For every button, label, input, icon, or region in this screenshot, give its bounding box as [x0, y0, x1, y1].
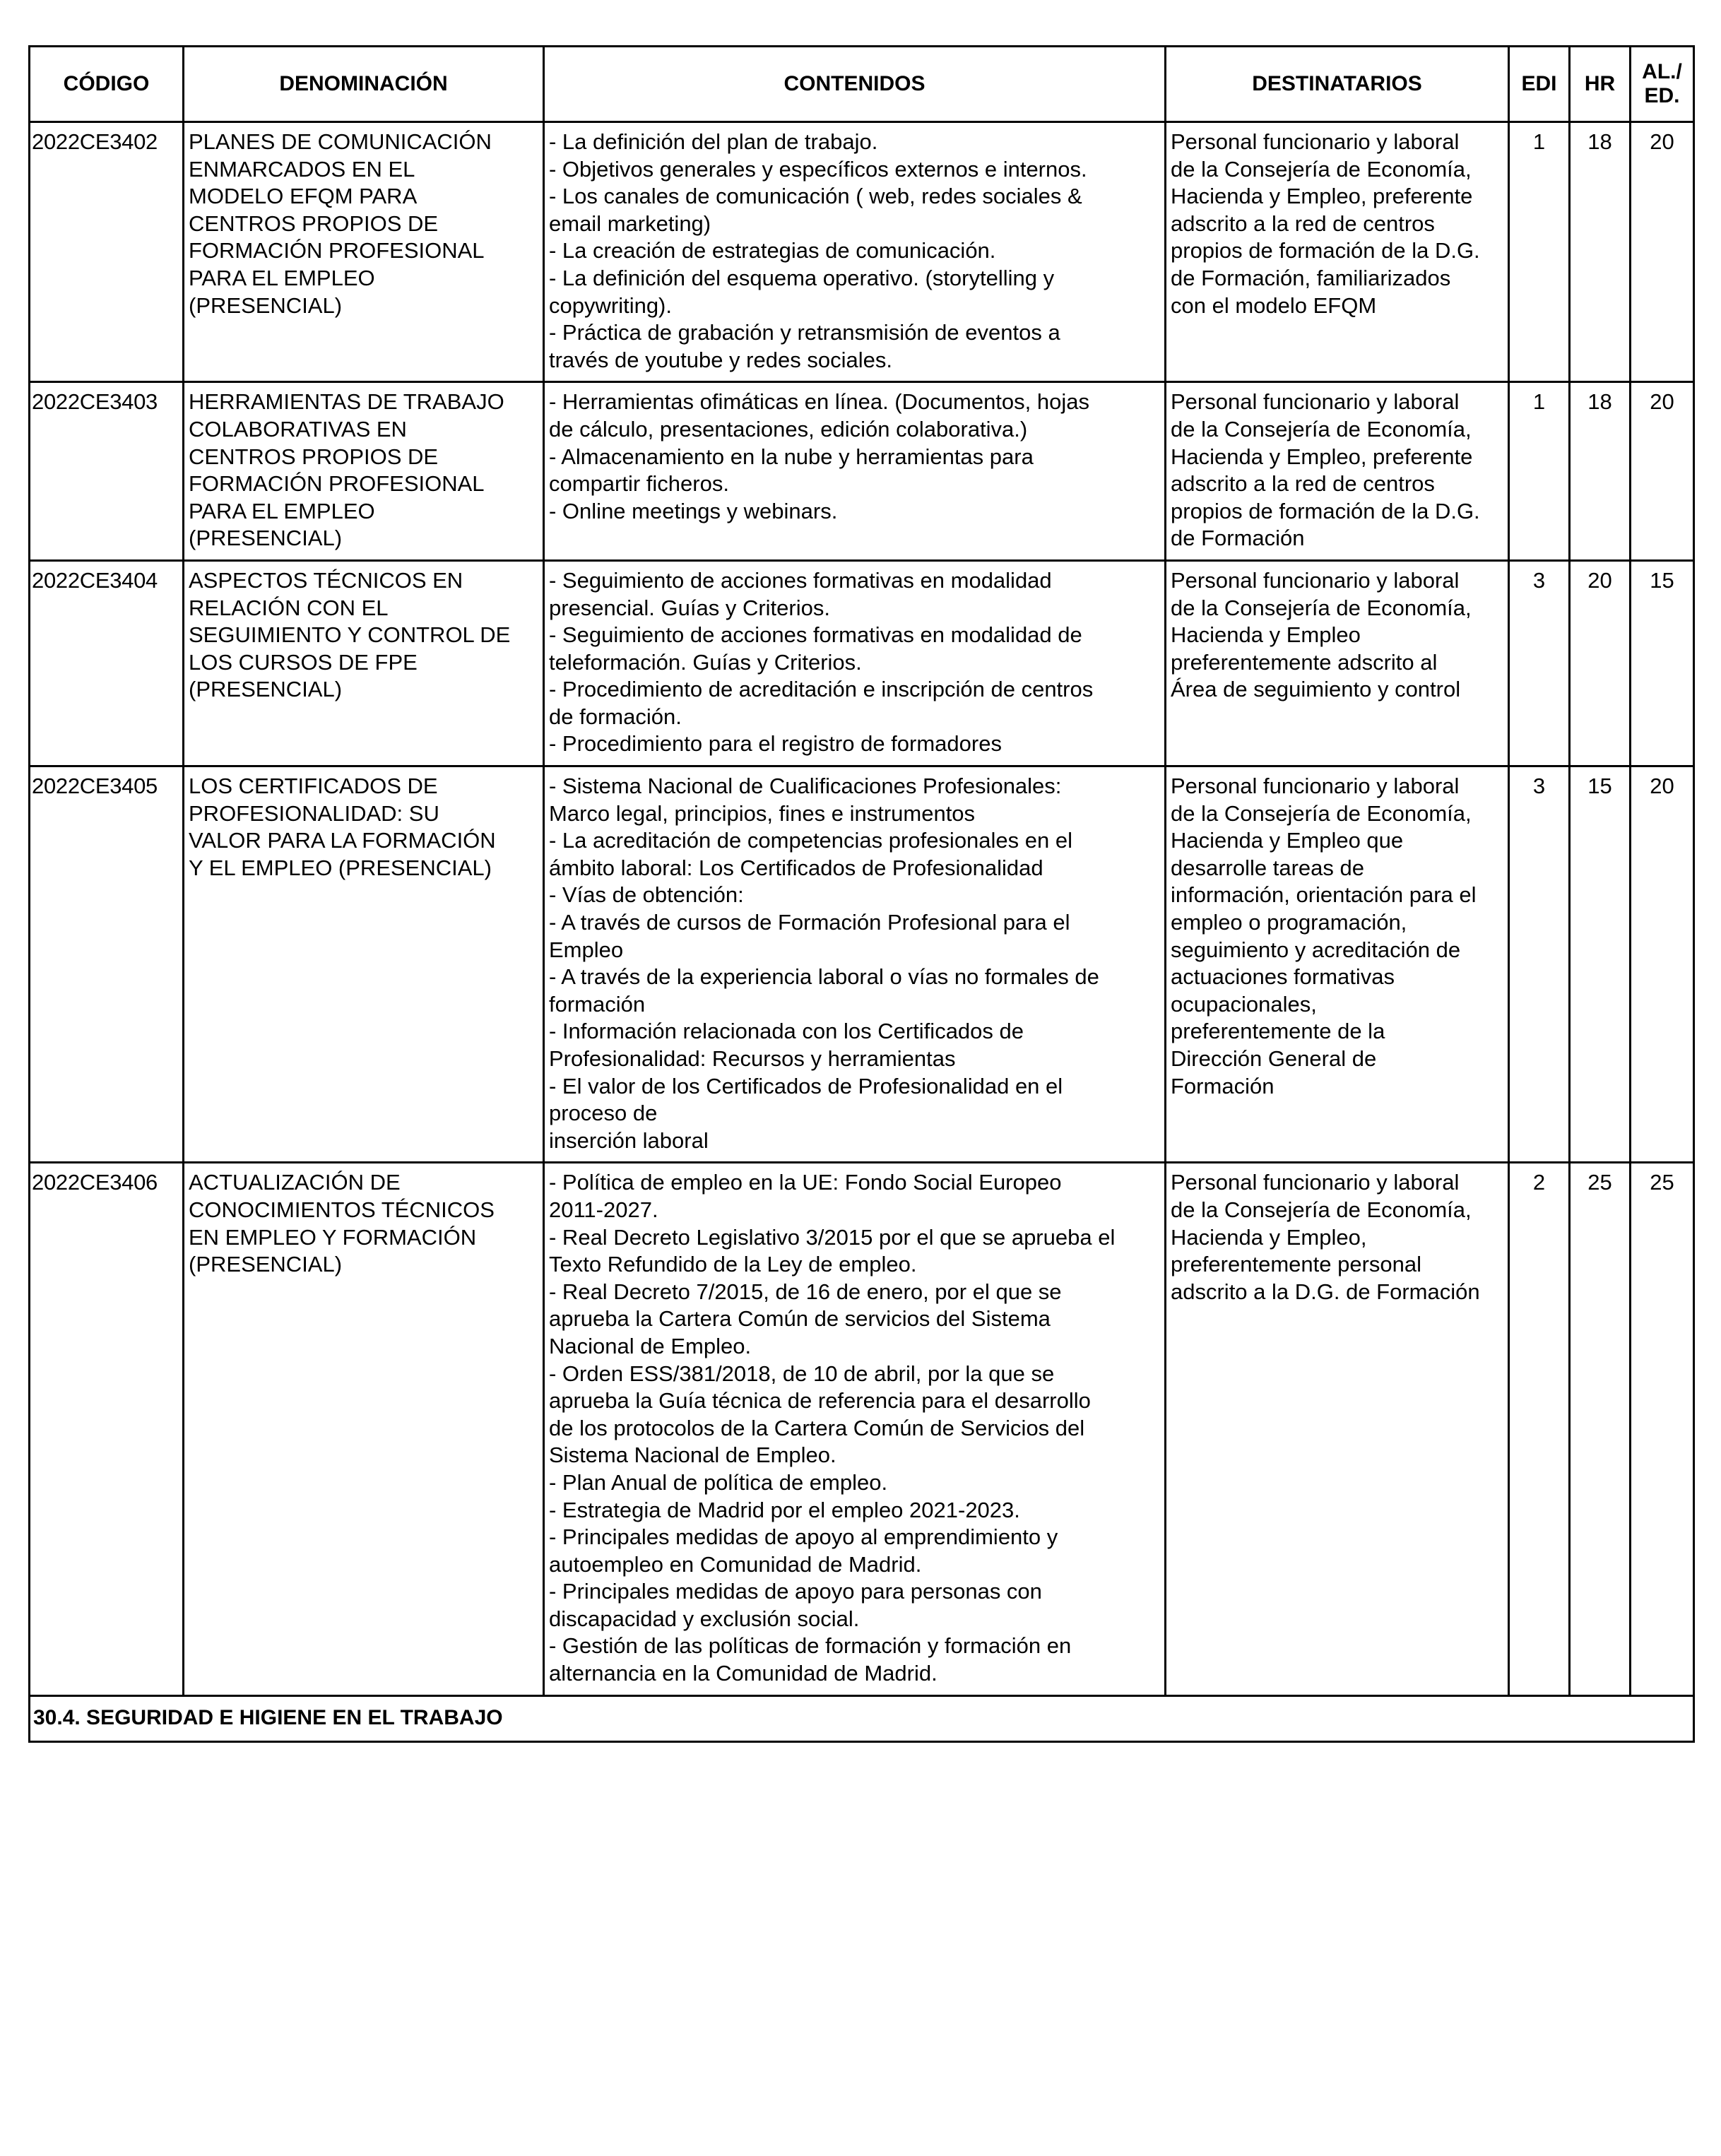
contenidos-line: - La definición del esquema operativo. (storytelling y	[549, 265, 1055, 290]
destinatarios-line: adscrito a la red de centros	[1171, 211, 1435, 236]
contenidos-line: - Procedimiento de acreditación e inscripción de centros	[549, 677, 1094, 702]
destinatarios-line: propios de formación de la D.G.	[1171, 498, 1480, 523]
contenidos-line: - Información relacionada con los Certificados de	[549, 1019, 1024, 1044]
destinatarios-line: Personal funcionario y laboral	[1171, 774, 1460, 799]
destinatarios-line: Hacienda y Empleo, preferente	[1171, 444, 1473, 469]
contenidos-cell	[544, 122, 1166, 382]
hr-cell: 15	[1570, 766, 1631, 1163]
codigo-cell: 2022CE3404	[30, 560, 184, 766]
destinatarios-line: Personal funcionario y laboral	[1171, 389, 1460, 415]
contenidos-line: través de youtube y redes sociales.	[549, 347, 892, 372]
contenidos-line: - Real Decreto Legislativo 3/2015 por el que se aprueba el	[549, 1224, 1116, 1250]
header-contenidos: CONTENIDOS	[544, 47, 1166, 122]
contenidos-line: - Online meetings y webinars.	[549, 498, 838, 523]
courses-table	[28, 45, 1695, 1743]
destinatarios-line: Personal funcionario y laboral	[1171, 129, 1460, 154]
destinatarios-line: ocupacionales,	[1171, 991, 1317, 1017]
denominacion-line: COLABORATIVAS EN	[189, 416, 407, 442]
table-header-row	[30, 47, 1694, 122]
destinatarios-line: preferentemente personal	[1171, 1252, 1422, 1277]
contenidos-line: - A través de la experiencia laboral o vías no formales de	[549, 964, 1099, 990]
destinatarios-line: de la Consejería de Economía,	[1171, 595, 1472, 620]
destinatarios-line: de la Consejería de Economía,	[1171, 800, 1472, 826]
destinatarios-line: adscrito a la D.G. de Formación	[1171, 1279, 1480, 1304]
destinatarios-line: actuaciones formativas	[1171, 964, 1395, 990]
table-row	[30, 122, 1694, 382]
destinatarios-cell	[1166, 560, 1509, 766]
contenidos-line: autoempleo en Comunidad de Madrid.	[549, 1551, 922, 1577]
denominacion-line: (PRESENCIAL)	[189, 526, 343, 551]
table-row	[30, 560, 1694, 766]
contenidos-line: ámbito laboral: Los Certificados de Profesionalidad	[549, 855, 1043, 880]
denominacion-cell	[184, 766, 544, 1163]
hr-cell: 25	[1570, 1163, 1631, 1695]
header-codigo: CÓDIGO	[30, 47, 184, 122]
header-hr: HR	[1570, 47, 1631, 122]
table-row	[30, 766, 1694, 1163]
denominacion-cell	[184, 122, 544, 382]
contenidos-line: - La creación de estrategias de comunicación.	[549, 238, 996, 263]
denominacion-cell	[184, 560, 544, 766]
denominacion-line: ASPECTOS TÉCNICOS EN	[189, 567, 463, 593]
denominacion-line: ENMARCADOS EN EL	[189, 156, 415, 182]
contenidos-line: de cálculo, presentaciones, edición colaborativa.)	[549, 416, 1028, 442]
codigo-cell: 2022CE3402	[30, 122, 184, 382]
denominacion-line: PLANES DE COMUNICACIÓN	[189, 129, 492, 154]
destinatarios-line: con el modelo EFQM	[1171, 292, 1377, 318]
al-ed-cell: 20	[1631, 122, 1694, 382]
destinatarios-line: Hacienda y Empleo que	[1171, 828, 1404, 853]
edi-cell: 3	[1509, 766, 1570, 1163]
denominacion-line: (PRESENCIAL)	[189, 292, 343, 318]
destinatarios-line: preferentemente de la	[1171, 1019, 1385, 1044]
contenidos-line: Empleo	[549, 937, 624, 962]
contenidos-line: discapacidad y exclusión social.	[549, 1606, 860, 1631]
destinatarios-line: preferentemente adscrito al	[1171, 649, 1438, 675]
destinatarios-line: empleo o programación,	[1171, 910, 1407, 935]
contenidos-line: - El valor de los Certificados de Profesionalidad en el	[549, 1073, 1063, 1098]
table-row	[30, 382, 1694, 561]
contenidos-line: - Herramientas ofimáticas en línea. (Documentos, hojas	[549, 389, 1089, 415]
section-heading-row	[30, 1695, 1694, 1741]
contenidos-line: - Almacenamiento en la nube y herramientas para	[549, 444, 1034, 469]
destinatarios-cell	[1166, 1163, 1509, 1695]
contenidos-line: - Estrategia de Madrid por el empleo 2021-2023.	[549, 1497, 1020, 1522]
denominacion-line: CONOCIMIENTOS TÉCNICOS	[189, 1197, 495, 1222]
denominacion-line: RELACIÓN CON EL	[189, 595, 389, 620]
destinatarios-line: desarrolle tareas de	[1171, 855, 1364, 880]
denominacion-line: MODELO EFQM PARA	[189, 184, 418, 209]
contenidos-line: - Procedimiento para el registro de formadores	[549, 731, 1002, 757]
contenidos-line: Profesionalidad: Recursos y herramientas	[549, 1046, 956, 1071]
section-heading: 30.4. SEGURIDAD E HIGIENE EN EL TRABAJO	[30, 1695, 1694, 1741]
denominacion-line: LOS CURSOS DE FPE	[189, 649, 418, 675]
contenidos-line: proceso de	[549, 1101, 658, 1126]
contenidos-line: teleformación. Guías y Criterios.	[549, 649, 862, 675]
destinatarios-line: Formación	[1171, 1073, 1275, 1098]
contenidos-line: aprueba la Guía técnica de referencia para el desarrollo	[549, 1388, 1091, 1414]
destinatarios-line: seguimiento y acreditación de	[1171, 937, 1461, 962]
denominacion-line: CENTROS PROPIOS DE	[189, 444, 439, 469]
table-row	[30, 1163, 1694, 1695]
destinatarios-line: adscrito a la red de centros	[1171, 471, 1435, 497]
edi-cell: 2	[1509, 1163, 1570, 1695]
edi-cell: 3	[1509, 560, 1570, 766]
contenidos-line: compartir ficheros.	[549, 471, 729, 497]
contenidos-line: Sistema Nacional de Empleo.	[549, 1443, 836, 1468]
destinatarios-cell	[1166, 382, 1509, 561]
contenidos-line: de los protocolos de la Cartera Común de Servicios del	[549, 1415, 1085, 1440]
al-ed-cell: 20	[1631, 382, 1694, 561]
contenidos-line: - Sistema Nacional de Cualificaciones Profesionales:	[549, 774, 1062, 799]
denominacion-line: HERRAMIENTAS DE TRABAJO	[189, 389, 504, 415]
denominacion-line: PARA EL EMPLEO	[189, 498, 375, 523]
contenidos-cell	[544, 382, 1166, 561]
contenidos-line: - Plan Anual de política de empleo.	[549, 1469, 888, 1495]
contenidos-cell	[544, 1163, 1166, 1695]
contenidos-line: alternancia en la Comunidad de Madrid.	[549, 1661, 938, 1686]
destinatarios-line: propios de formación de la D.G.	[1171, 238, 1480, 263]
contenidos-line: email marketing)	[549, 211, 711, 236]
contenidos-line: inserción laboral	[549, 1127, 709, 1153]
destinatarios-line: Hacienda y Empleo	[1171, 622, 1361, 648]
destinatarios-line: Área de seguimiento y control	[1171, 677, 1461, 702]
destinatarios-line: Dirección General de	[1171, 1046, 1377, 1071]
destinatarios-line: Hacienda y Empleo, preferente	[1171, 184, 1473, 209]
codigo-cell: 2022CE3405	[30, 766, 184, 1163]
contenidos-line: - Principales medidas de apoyo para personas con	[549, 1579, 1042, 1604]
header-edi: EDI	[1509, 47, 1570, 122]
contenidos-line: - La definición del plan de trabajo.	[549, 129, 878, 154]
contenidos-line: - Principales medidas de apoyo al emprendimiento y	[549, 1524, 1058, 1550]
contenidos-line: de formación.	[549, 704, 682, 729]
contenidos-line: - Política de empleo en la UE: Fondo Social Europeo	[549, 1170, 1062, 1195]
contenidos-line: 2011-2027.	[549, 1197, 658, 1222]
codigo-cell: 2022CE3406	[30, 1163, 184, 1695]
contenidos-cell	[544, 560, 1166, 766]
contenidos-line: - Real Decreto 7/2015, de 16 de enero, por el que se	[549, 1279, 1062, 1304]
al-ed-cell: 20	[1631, 766, 1694, 1163]
denominacion-line: ACTUALIZACIÓN DE	[189, 1170, 401, 1195]
contenidos-line: - Objetivos generales y específicos externos e internos.	[549, 156, 1087, 182]
al-ed-cell: 25	[1631, 1163, 1694, 1695]
contenidos-line: Nacional de Empleo.	[549, 1333, 752, 1358]
edi-cell: 1	[1509, 122, 1570, 382]
denominacion-line: (PRESENCIAL)	[189, 677, 343, 702]
hr-cell: 20	[1570, 560, 1631, 766]
contenidos-cell	[544, 766, 1166, 1163]
denominacion-line: LOS CERTIFICADOS DE	[189, 774, 438, 799]
contenidos-line: - Vías de obtención:	[549, 882, 744, 908]
contenidos-line: - Gestión de las políticas de formación y formación en	[549, 1633, 1072, 1659]
header-al-ed-line-1: AL./	[1642, 60, 1682, 83]
destinatarios-line: de la Consejería de Economía,	[1171, 416, 1472, 442]
denominacion-line: Y EL EMPLEO (PRESENCIAL)	[189, 855, 492, 880]
denominacion-line: FORMACIÓN PROFESIONAL	[189, 471, 485, 497]
destinatarios-line: de la Consejería de Economía,	[1171, 1197, 1472, 1222]
contenidos-line: presencial. Guías y Criterios.	[549, 595, 830, 620]
denominacion-line: SEGUIMIENTO Y CONTROL DE	[189, 622, 511, 648]
header-al-ed	[1631, 47, 1694, 122]
denominacion-line: PARA EL EMPLEO	[189, 265, 375, 290]
edi-cell: 1	[1509, 382, 1570, 561]
contenidos-line: - Los canales de comunicación ( web, redes sociales &	[549, 184, 1082, 209]
hr-cell: 18	[1570, 122, 1631, 382]
destinatarios-line: Personal funcionario y laboral	[1171, 1170, 1460, 1195]
denominacion-line: FORMACIÓN PROFESIONAL	[189, 238, 485, 263]
header-destinatarios: DESTINATARIOS	[1166, 47, 1509, 122]
hr-cell: 18	[1570, 382, 1631, 561]
contenidos-line: - Seguimiento de acciones formativas en modalidad de	[549, 622, 1082, 648]
contenidos-line: aprueba la Cartera Común de servicios del Sistema	[549, 1306, 1051, 1332]
destinatarios-cell	[1166, 122, 1509, 382]
denominacion-line: (PRESENCIAL)	[189, 1252, 343, 1277]
denominacion-line: CENTROS PROPIOS DE	[189, 211, 439, 236]
contenidos-line: copywriting).	[549, 292, 672, 318]
contenidos-line: formación	[549, 991, 646, 1017]
al-ed-cell: 15	[1631, 560, 1694, 766]
destinatarios-line: de Formación, familiarizados	[1171, 265, 1451, 290]
denominacion-cell	[184, 382, 544, 561]
codigo-cell: 2022CE3403	[30, 382, 184, 561]
denominacion-line: VALOR PARA LA FORMACIÓN	[189, 828, 496, 853]
destinatarios-line: de Formación	[1171, 526, 1305, 551]
table-body	[30, 122, 1694, 1742]
denominacion-line: EN EMPLEO Y FORMACIÓN	[189, 1224, 477, 1250]
contenidos-line: - A través de cursos de Formación Profesional para el	[549, 910, 1070, 935]
contenidos-line: - Seguimiento de acciones formativas en modalidad	[549, 567, 1052, 593]
contenidos-line: - La acreditación de competencias profesionales en el	[549, 828, 1073, 853]
header-al-ed-line-2: ED.	[1644, 84, 1680, 107]
header-denominacion: DENOMINACIÓN	[184, 47, 544, 122]
denominacion-line: PROFESIONALIDAD: SU	[189, 800, 439, 826]
destinatarios-line: de la Consejería de Economía,	[1171, 156, 1472, 182]
contenidos-line: - Orden ESS/381/2018, de 10 de abril, por la que se	[549, 1361, 1055, 1386]
contenidos-line: Texto Refundido de la Ley de empleo.	[549, 1252, 917, 1277]
destinatarios-line: información, orientación para el	[1171, 882, 1477, 908]
destinatarios-cell	[1166, 766, 1509, 1163]
destinatarios-line: Personal funcionario y laboral	[1171, 567, 1460, 593]
denominacion-cell	[184, 1163, 544, 1695]
destinatarios-line: Hacienda y Empleo,	[1171, 1224, 1367, 1250]
contenidos-line: Marco legal, principios, fines e instrumentos	[549, 800, 976, 826]
contenidos-line: - Práctica de grabación y retransmisión de eventos a	[549, 320, 1060, 345]
